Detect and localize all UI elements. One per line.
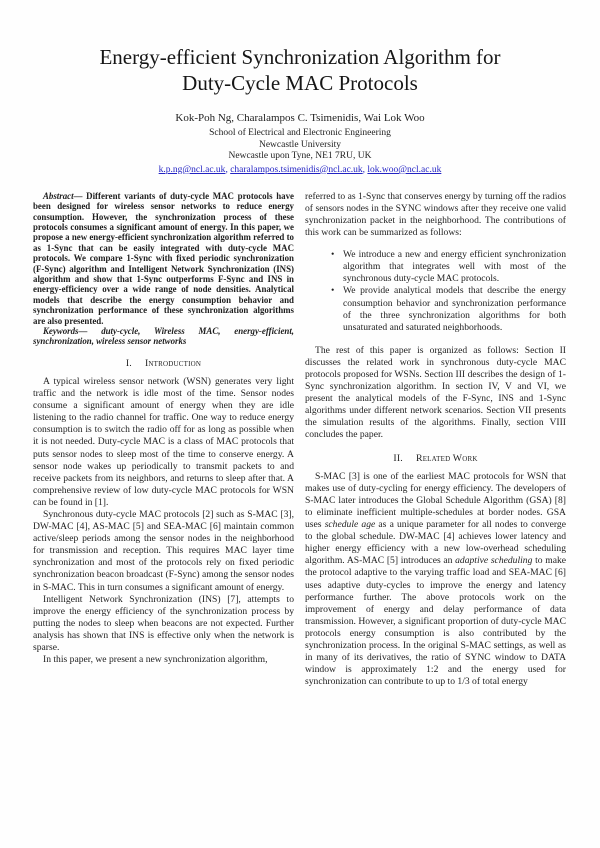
right-column <box>305 191 566 689</box>
two-column-body <box>0 191 600 689</box>
related-work-paragraph-1: S-MAC [3] is one of the earliest MAC protocols for WSN that makes use of duty-cycling for energy efficiency. The developers of S-MAC later introduces the Global Schedule Algorithm (GSA) [8] to eliminate inefficient multiple-schedules at border nodes. GSA uses schedule age as a unique parameter for all nodes to converge to the global schedule. DW-MAC [4] achieves lower latency and higher energy efficiency with a new low-overhead scheduling algorithm. AS-MAC [5] introduces an adaptive scheduling to make the protocol adaptive to the varying traffic load and SEA-MAC [6] uses adaptive duty-cycles to improve the energy and latency performance further. The above protocols work on the improvement of energy and delay performance of data transmission. However, a significant proportion of duty-cycle MAC protocols energy consumption is also contributed by the synchronization process. In the original S-MAC settings, as well as in many of its derivatives, the ratio of SYNC window to DATA window is approximately 1:2 and the energy used for synchronization can contribute to up to 1/3 of total energy <box>305 470 567 688</box>
affiliation-university: Newcastle University <box>258 139 342 150</box>
bullet-icon: • <box>331 249 335 261</box>
section-title: Related Work <box>415 452 478 464</box>
contribution-text-1: We introduce a new and energy efficient synchronization algorithm that integrates well with most of the synchronous duty-cycle MAC protocols. <box>343 249 566 285</box>
intro-paragraph-3: Intelligent Network Synchronization (INS) [7], attempts to improve the energy efficiency of the synchronization process by putting the nodes to sleep when beacons are not expected. Further analysis has shown that INS is effective only when the network is sparse. <box>33 593 294 654</box>
section-number: II. <box>393 452 403 464</box>
section-number: I. <box>125 357 132 369</box>
title-line-2: Duty-Cycle MAC Protocols <box>182 71 418 95</box>
paper-organization-paragraph: The rest of this paper is organized as follows: Section II discusses the related work in synchronous duty-cycle MAC protocols proposed for WSNs. Section III describes the design of 1-Sync synchronization algorithm. In section IV, V and VI, we present the analytical models of the F-Sync, INS and 1-Sync algorithms under different network scenarios. Section VII presents the simulation results of the algorithms. Finally, section VIII concludes the paper. <box>305 344 566 441</box>
keywords-paragraph <box>33 326 294 347</box>
contributions-lead-paragraph: referred to as 1-Sync that conserves energy by turning off the radios of sensors nodes in the SYNC windows after they receive one valid synchronization packet in the neighborhood. The contributions of this work can be summarized as follows: <box>305 190 566 239</box>
paper-header <box>0 0 600 176</box>
email-separator: , <box>362 164 368 175</box>
title-line-1: Energy-efficient Synchronization Algorithm for <box>99 45 501 69</box>
left-column <box>33 191 294 689</box>
contribution-text-2: We provide analytical models that describe the energy consumption behavior and synchronization performance of the three synchronization algorithms for both unsaturated and saturated neighborhoods. <box>343 285 566 333</box>
author-emails <box>0 164 600 176</box>
email-link-2[interactable]: charalampos.tsimenidis@ncl.ac.uk <box>230 164 363 175</box>
list-item <box>305 285 566 333</box>
abstract-text: Different variants of duty-cycle MAC protocols have been designed for wireless sensor networks to reduce energy consumption. However, the synchronization process of these protocols consumes a significant amount of energy. In this paper, we propose a new energy-efficient synchronization algorithm referred to as 1-Sync that can be easily integrated with duty-cycle MAC protocols. We compare 1-Sync with fixed periodic synchronization (F-Sync) algorithm and Intelligent Network Synchronization (INS) algorithm and show that 1-Sync outperforms F-Sync and INS in energy-efficiency over a wide range of node densities. Analytical models that describe the energy consumption behavior and synchronization performance of these synchronization algorithms are also presented. <box>33 190 294 326</box>
authors-line: Kok-Poh Ng, Charalampos C. Tsimenidis, Wai Lok Woo <box>175 112 425 124</box>
affiliation-school: School of Electrical and Electronic Engineering <box>209 128 391 138</box>
email-link-1[interactable]: k.p.ng@ncl.ac.uk <box>158 164 226 175</box>
intro-paragraph-2: Synchronous duty-cycle MAC protocols [2] such as S-MAC [3], DW-MAC [4], AS-MAC [5] and SEA-MAC [6] maintain common active/sleep periods among the sensor nodes in the neighborhood for transmission and reception. This requires MAC layer time synchronization and most of the protocols rely on fixed periodic synchronization beacon broadcast (F-Sync) among the sensor nodes in S-MAC. This in turn consumes a significant amount of energy. <box>33 509 294 593</box>
abstract-label: Abstract— <box>43 190 83 201</box>
keywords-text: duty-cycle, Wireless MAC, energy-efficient, synchronization, wireless sensor networks <box>33 326 295 347</box>
contributions-list <box>305 249 566 334</box>
list-item <box>305 249 566 285</box>
bullet-icon: • <box>331 285 335 297</box>
email-separator: , <box>225 164 231 175</box>
abstract-paragraph <box>33 191 294 326</box>
page-title <box>0 44 600 96</box>
keywords-label: Keywords— <box>43 326 88 337</box>
section-heading-related-work <box>305 453 566 465</box>
section-title: Introduction <box>144 357 202 369</box>
intro-paragraph-1: A typical wireless sensor network (WSN) generates very light traffic and the network is idle most of the time. Sensor nodes consume a significant amount of energy when they are idle listening to the radio channel for traffic. One way to reduce energy consumption is to switch the radio off for as long as possible when it is not needed. Duty-cycle MAC is a class of MAC protocols that puts sensor nodes to sleep most of the time to conserve energy. A sensor node wakes up periodically to transmit packets to and receive packets from its neighbors, and returns to sleep after that. A comprehensive review of low duty-cycle MAC protocols for WSN can be found in [1]. <box>33 375 294 508</box>
email-link-3[interactable]: lok.woo@ncl.ac.uk <box>367 164 442 175</box>
section-heading-introduction <box>33 358 294 370</box>
affiliation-address: Newcastle upon Tyne, NE1 7RU, UK <box>228 151 372 162</box>
intro-paragraph-4: In this paper, we present a new synchronization algorithm, <box>43 654 268 666</box>
